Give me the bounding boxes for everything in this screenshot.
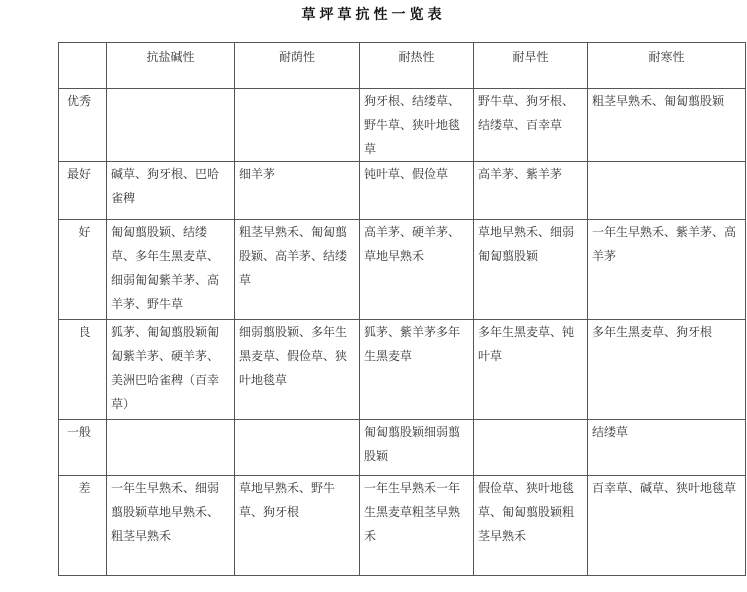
table-cell [588, 162, 746, 220]
page-title: 草坪草抗性一览表 [301, 7, 446, 23]
table-cell: 一年生早熟禾、紫羊茅、高羊茅 [588, 220, 746, 320]
column-header: 耐荫性 [235, 43, 360, 89]
table-cell: 碱草、狗牙根、巴哈雀稗 [107, 162, 235, 220]
row-label: 一般 [59, 420, 107, 476]
table-cell [107, 89, 235, 162]
table-cell: 百幸草、碱草、狭叶地毯草 [588, 476, 746, 576]
header-corner [59, 43, 107, 89]
row-label: 优秀 [59, 89, 107, 162]
table-cell: 匍匐翦股颖细弱翦股颖 [360, 420, 474, 476]
table-cell [474, 420, 588, 476]
table-row [59, 89, 746, 162]
table-cell: 一年生早熟禾一年生黑麦草粗茎早熟禾 [360, 476, 474, 576]
table-cell: 草地早熟禾、细弱匍匐翦股颖 [474, 220, 588, 320]
table-cell: 草地早熟禾、野牛草、狗牙根 [235, 476, 360, 576]
table-cell: 高羊茅、紫羊茅 [474, 162, 588, 220]
table-row [59, 420, 746, 476]
table-cell: 细弱翦股颖、多年生黑麦草、假俭草、狭叶地毯草 [235, 320, 360, 420]
table-cell: 狐茅、匍匐翦股颖匍匐紫羊茅、硬羊茅、美洲巴哈雀稗（百幸草） [107, 320, 235, 420]
column-header: 耐寒性 [588, 43, 746, 89]
header-row [59, 43, 746, 89]
row-label: 良 [59, 320, 107, 420]
table-cell: 细羊茅 [235, 162, 360, 220]
table-cell [235, 420, 360, 476]
column-header: 抗盐碱性 [107, 43, 235, 89]
row-label: 好 [59, 220, 107, 320]
table-cell: 高羊茅、硬羊茅、草地早熟禾 [360, 220, 474, 320]
table-cell: 匍匐翦股颖、结缕草、多年生黑麦草、细弱匍匐紫羊茅、高羊茅、野牛草 [107, 220, 235, 320]
table-row [59, 162, 746, 220]
column-header: 耐旱性 [474, 43, 588, 89]
table-cell: 一年生早熟禾、细弱翦股颖草地早熟禾、粗茎早熟禾 [107, 476, 235, 576]
column-header: 耐热性 [360, 43, 474, 89]
table-cell: 狐茅、紫羊茅多年生黑麦草 [360, 320, 474, 420]
resistance-table [58, 42, 746, 576]
table-cell: 粗茎早熟禾、匍匐翦股颖、高羊茅、结缕草 [235, 220, 360, 320]
table-row [59, 220, 746, 320]
table-cell [107, 420, 235, 476]
row-label: 差 [59, 476, 107, 576]
table-cell: 多年生黑麦草、狗牙根 [588, 320, 746, 420]
row-label: 最好 [59, 162, 107, 220]
table-row [59, 320, 746, 420]
table-cell: 结缕草 [588, 420, 746, 476]
table-cell: 多年生黑麦草、钝叶草 [474, 320, 588, 420]
table-cell [235, 89, 360, 162]
table-cell: 假俭草、狭叶地毯草、匍匐翦股颖粗茎早熟禾 [474, 476, 588, 576]
table-cell: 粗茎早熟禾、匍匐翦股颖 [588, 89, 746, 162]
table-cell: 野牛草、狗牙根、结缕草、百幸草 [474, 89, 588, 162]
table-cell: 钝叶草、假俭草 [360, 162, 474, 220]
table-row [59, 476, 746, 576]
table-cell: 狗牙根、结缕草、野牛草、狭叶地毯草 [360, 89, 474, 162]
